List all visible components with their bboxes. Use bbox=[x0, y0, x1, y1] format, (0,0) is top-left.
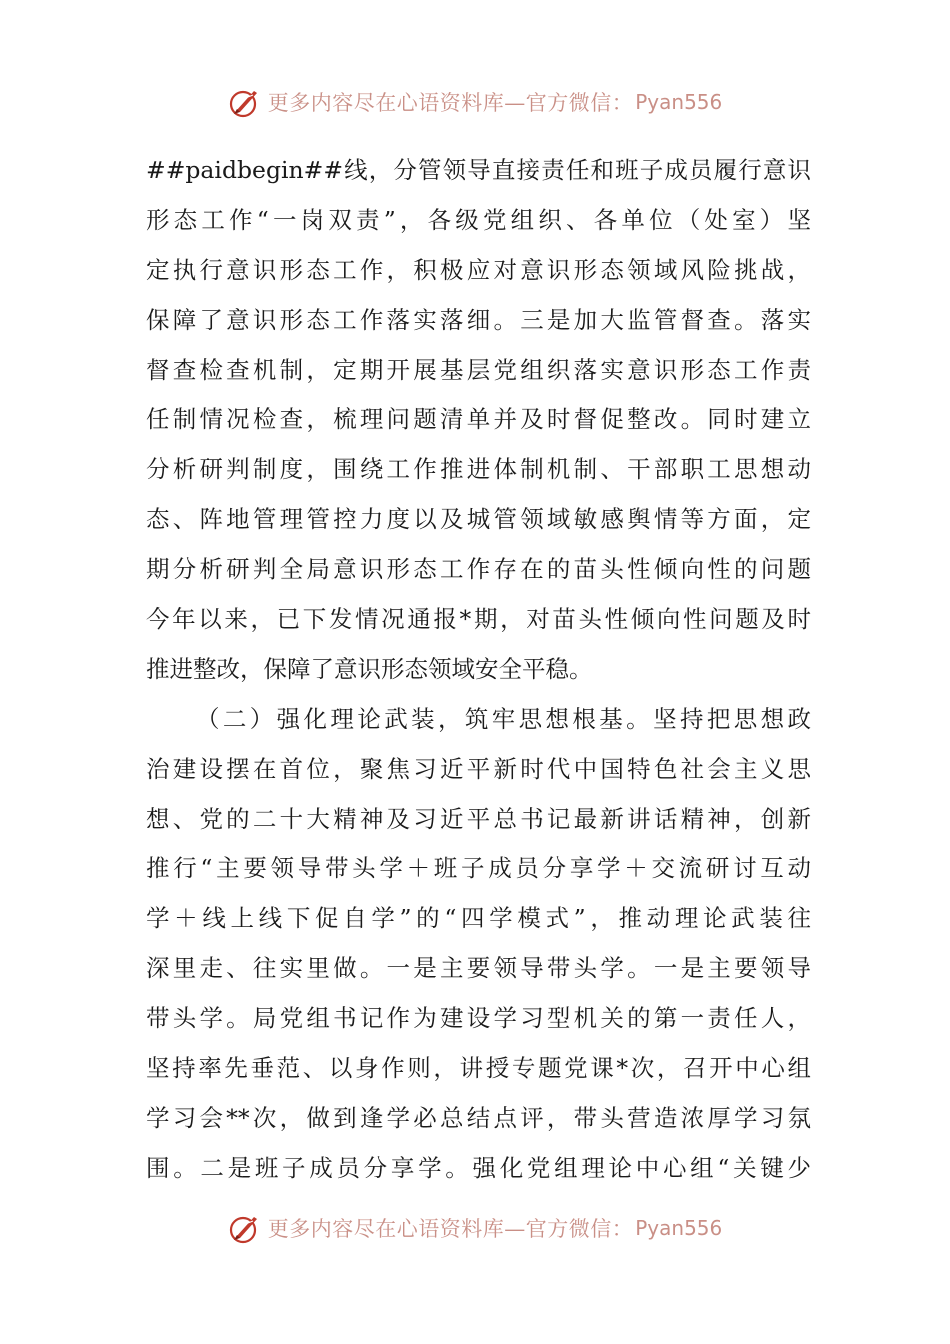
text-line: 学＋线上线下促自学”的“四学模式”，推动理论武装往 bbox=[146, 904, 811, 933]
text-line: 围。二是班子成员分享学。强化党组理论中心组“关键少 bbox=[146, 1153, 811, 1182]
text-line: 分析研判制度，围绕工作推进体制机制、干部职工思想动 bbox=[146, 455, 811, 484]
text-line: 保障了意识形态工作落实落细。三是加大监管督查。落实 bbox=[146, 305, 811, 334]
document-body bbox=[146, 146, 811, 1194]
text-line: 任制情况检查，梳理问题清单并及时督促整改。同时建立 bbox=[146, 405, 811, 434]
banner-text: 更多内容尽在心语资料库—官方微信： bbox=[267, 91, 634, 115]
text-line: 深里走、往实里做。一是主要领导带头学。一是主要领导 bbox=[146, 954, 811, 983]
quill-logo-icon bbox=[228, 1211, 262, 1245]
text-line: ##paidbegin##线，分管领导直接责任和班子成员履行意识 bbox=[146, 156, 811, 184]
text-line: 形态工作“一岗双责”，各级党组织、各单位（处室）坚 bbox=[146, 205, 811, 234]
text-line: 坚持率先垂范、以身作则，讲授专题党课*次，召开中心组 bbox=[146, 1054, 811, 1083]
text-line: 督查检查机制，定期开展基层党组织落实意识形态工作责 bbox=[146, 355, 811, 384]
text-line: 推行“主要领导带头学＋班子成员分享学＋交流研讨互动 bbox=[146, 854, 811, 883]
text-line: 带头学。局党组书记作为建设学习型机关的第一责任人， bbox=[146, 1004, 811, 1033]
text-line: 治建设摆在首位，聚焦习近平新时代中国特色社会主义思 bbox=[146, 754, 811, 783]
text-line: 想、党的二十大精神及习近平总书记最新讲话精神，创新 bbox=[146, 804, 811, 833]
text-line: 期分析研判全局意识形态工作存在的苗头性倾向性的问题 bbox=[146, 555, 811, 584]
text-line: 学习会**次，做到逢学必总结点评，带头营造浓厚学习氛 bbox=[146, 1103, 811, 1132]
banner-wechat-id: Pyan556 bbox=[635, 90, 723, 114]
text-line: 今年以来，已下发情况通报*期，对苗头性倾向性问题及时 bbox=[146, 605, 811, 634]
banner-wechat-id: Pyan556 bbox=[635, 1216, 723, 1240]
text-line: 态、阵地管理管控力度以及城管领域敏感舆情等方面，定 bbox=[146, 505, 811, 534]
banner-text: 更多内容尽在心语资料库—官方微信： bbox=[267, 1217, 634, 1241]
text-line: 推进整改，保障了意识形态领域安全平稳。 bbox=[146, 654, 593, 683]
header-banner bbox=[0, 82, 950, 122]
text-line: 定执行意识形态工作，积极应对意识形态领域风险挑战， bbox=[146, 255, 811, 284]
section-heading-line: （二）强化理论武装，筑牢思想根基。坚持把思想政 bbox=[196, 704, 811, 733]
quill-logo-icon bbox=[228, 85, 262, 119]
footer-banner bbox=[0, 1208, 950, 1248]
